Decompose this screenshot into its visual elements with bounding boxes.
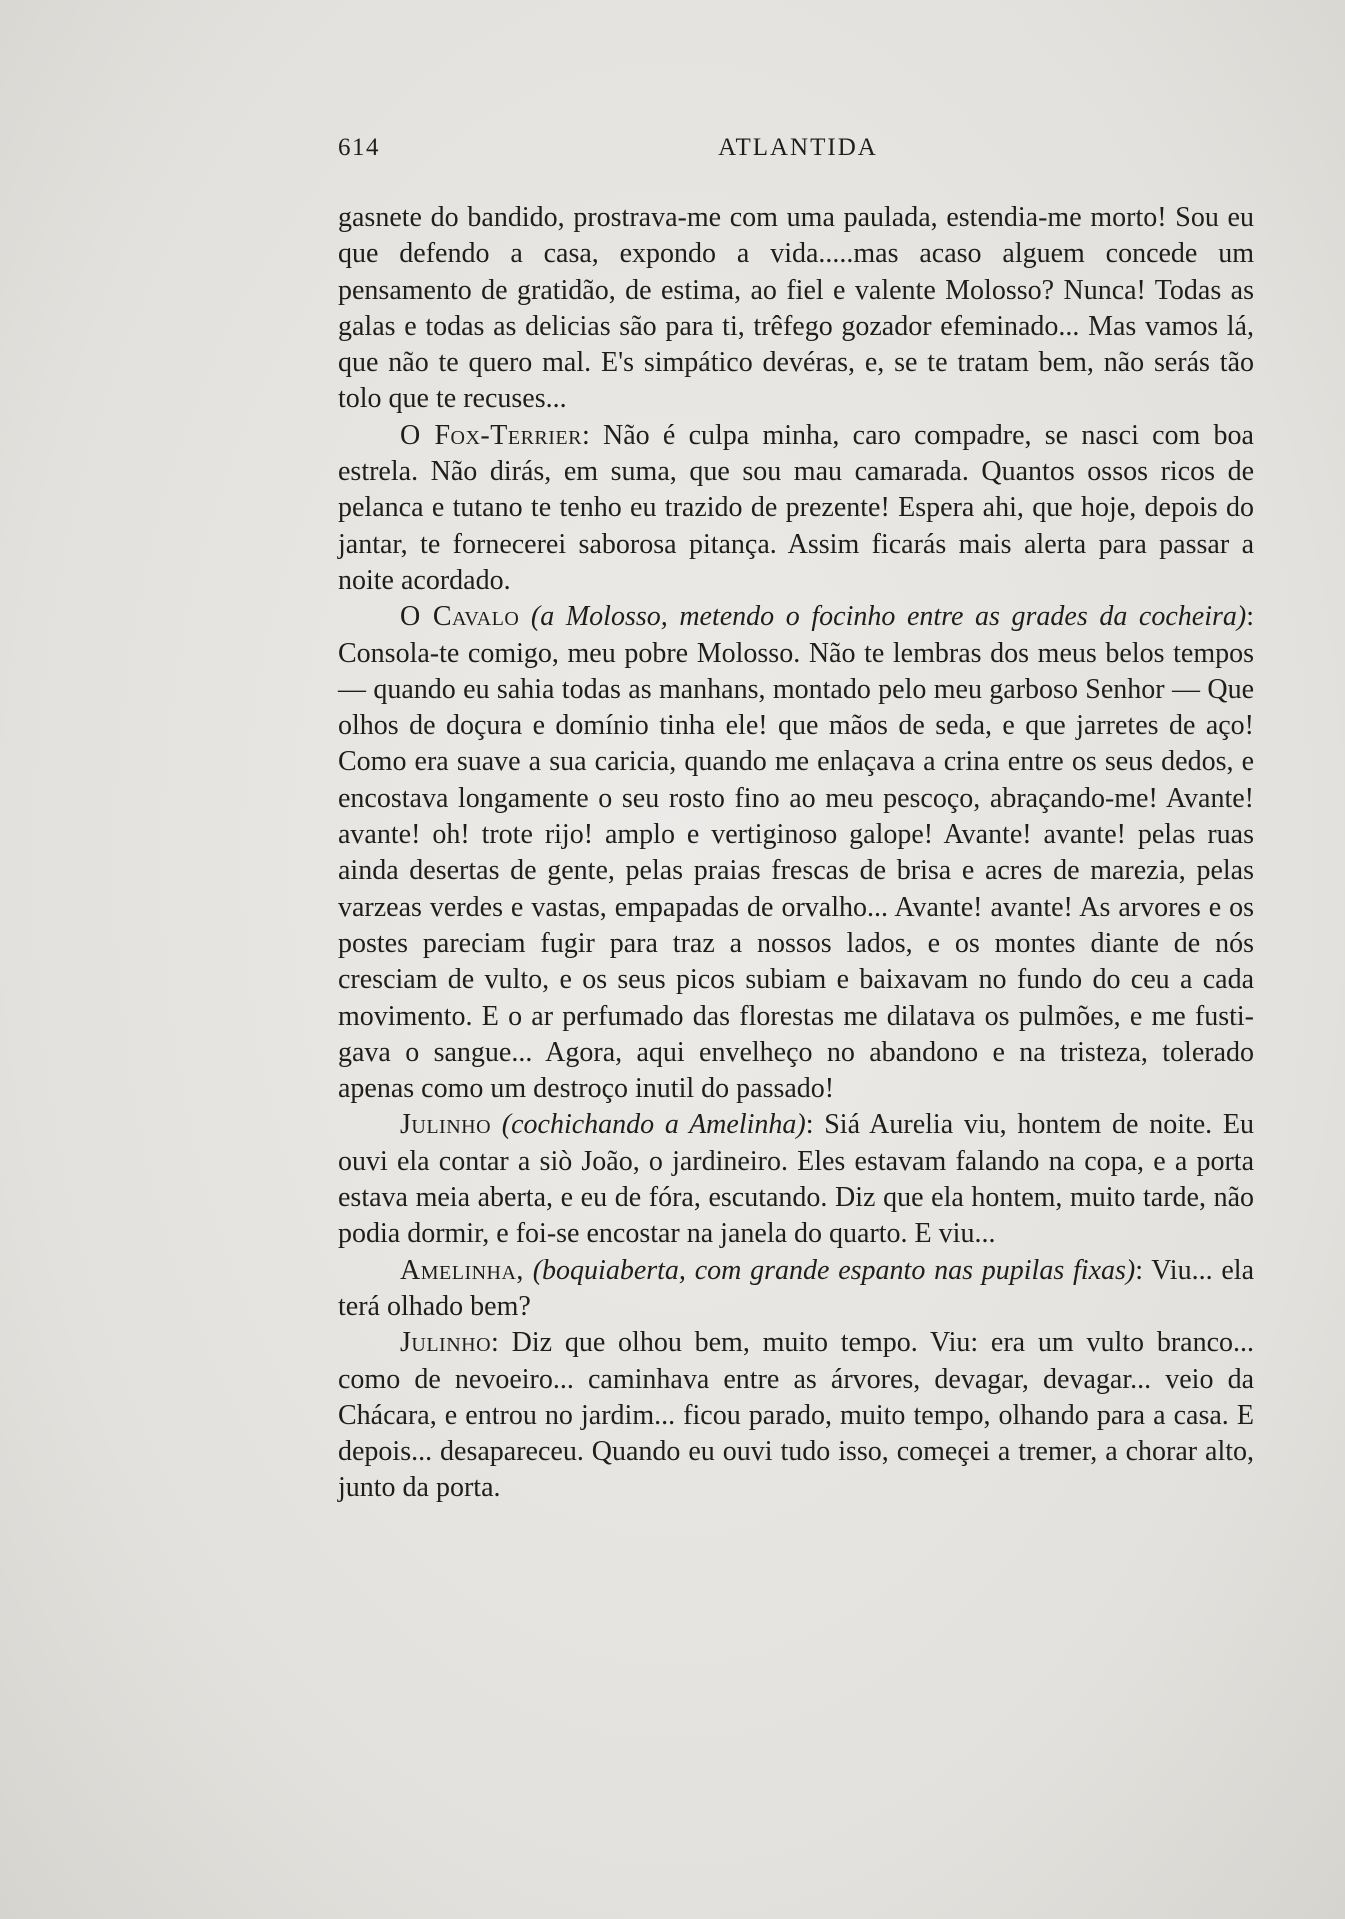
paragraph-text: : Viu... ela terá olhado bem? — [338, 1254, 1254, 1322]
paragraph-5 — [338, 1253, 1254, 1326]
page-number: 614 — [338, 134, 380, 161]
paragraph-4 — [338, 1107, 1254, 1252]
paragraph-1 — [338, 200, 1254, 418]
paragraph-3 — [338, 599, 1254, 1107]
speaker-name: Julinho — [400, 1327, 492, 1359]
speaker-name: O Fox-Terrier — [400, 419, 582, 451]
speaker-name: Amelinha, — [400, 1254, 524, 1286]
stage-direction: (boquiaberta, com grande espanto nas pupilas fixas) — [532, 1254, 1136, 1286]
paragraph-text: : Siá Aurelia viu, hontem de noite. Eu ouvi ela contar a siò João, o jardineiro. Eles estavam falando na copa, e a porta estava meia aberta, e eu de fóra, escutando. Diz que ela hontem, muito tarde, não podia dormir, e foi-se encostar na janela do quarto. E viu... — [338, 1109, 1254, 1250]
speaker-name: O Cavalo — [400, 601, 520, 633]
paragraph-text: gasnete do bandido, prostrava-me com uma paulada, estendia-me morto! Sou eu que defendo a casa, expondo a vida.....mas acaso alguem concede um pensamento de gratidão, de estima, ao fiel e valente Molosso? Nunca! Todas as galas e todas as delicias são para ti, trêfego gozador efeminado... Mas vamos lá, que não te quero mal. E's simpático devéras, e, se te tratam bem, não serás tão tolo que te recuses... — [338, 202, 1254, 415]
stage-direction: (cochichando a Amelinha) — [501, 1109, 806, 1141]
paragraph-2 — [338, 418, 1254, 599]
paragraph-6 — [338, 1325, 1254, 1506]
speaker-name: Julinho — [400, 1109, 492, 1141]
paragraph-text: : Diz que olhou bem, muito tempo. Viu: era um vulto branco... como de nevoeiro... caminhava entre as árvores, devagar, devagar... veio da Chácara, e entrou no jardim... ficou parado, muito tempo, olhando para a casa. E depois... desapareceu. Quando eu ouvi tudo isso, começei a tremer, a chorar alto, junto da porta. — [338, 1327, 1254, 1504]
stage-direction: (a Molosso, metendo o focinho entre as grades da cocheira) — [530, 601, 1247, 633]
page-header — [338, 134, 1258, 174]
paragraph-text: : Consola-te comigo, meu pobre Molosso. Não te lembras dos meus belos tempos — quando eu sahia todas as manhans, montado pelo meu garboso Senhor — Que olhos de doçura e domínio tinha ele! que mãos de seda, e que jarretes de aço! Como era suave a sua caricia, quando me enlaçava a crina entre os seus dedos, e encostava longamente o seu rosto fino ao meu pescoço, abraçando-me! Avante! avante! oh! trote rijo! amplo e vertiginoso galope! Avante! avante! pelas ruas ainda desertas de gente, pelas praias frescas de brisa e acres de marezia, pelas varzeas verdes e vastas, empapadas de orvalho... Avante! avante! As arvores e os postes pareciam fugir para traz a nossos lados, e os montes diante de nós cresciam de vulto, e os seus picos subiam e baixavam no fundo do ceu a cada movimento. E o ar perfumado das florestas me dilatava os pulmões, e me fustigava o sangue... Agora, aqui envelheço no abandono e na tristeza, tolerado apenas como um destroço inutil do passado! — [338, 601, 1254, 1105]
page-body — [338, 200, 1254, 1507]
running-title: ATLANTIDA — [718, 134, 878, 161]
paragraph-text: : Não é culpa minha, caro compadre, se nasci com boa estrela. Não dirás, em suma, que sou mau camarada. Quantos ossos ricos de pelanca e tutano te tenho eu trazido de prezente! Espera ahi, que hoje, depois do jantar, te fornecerei saborosa pitança. Assim ficarás mais alerta para passar a noite acordado. — [338, 419, 1254, 596]
